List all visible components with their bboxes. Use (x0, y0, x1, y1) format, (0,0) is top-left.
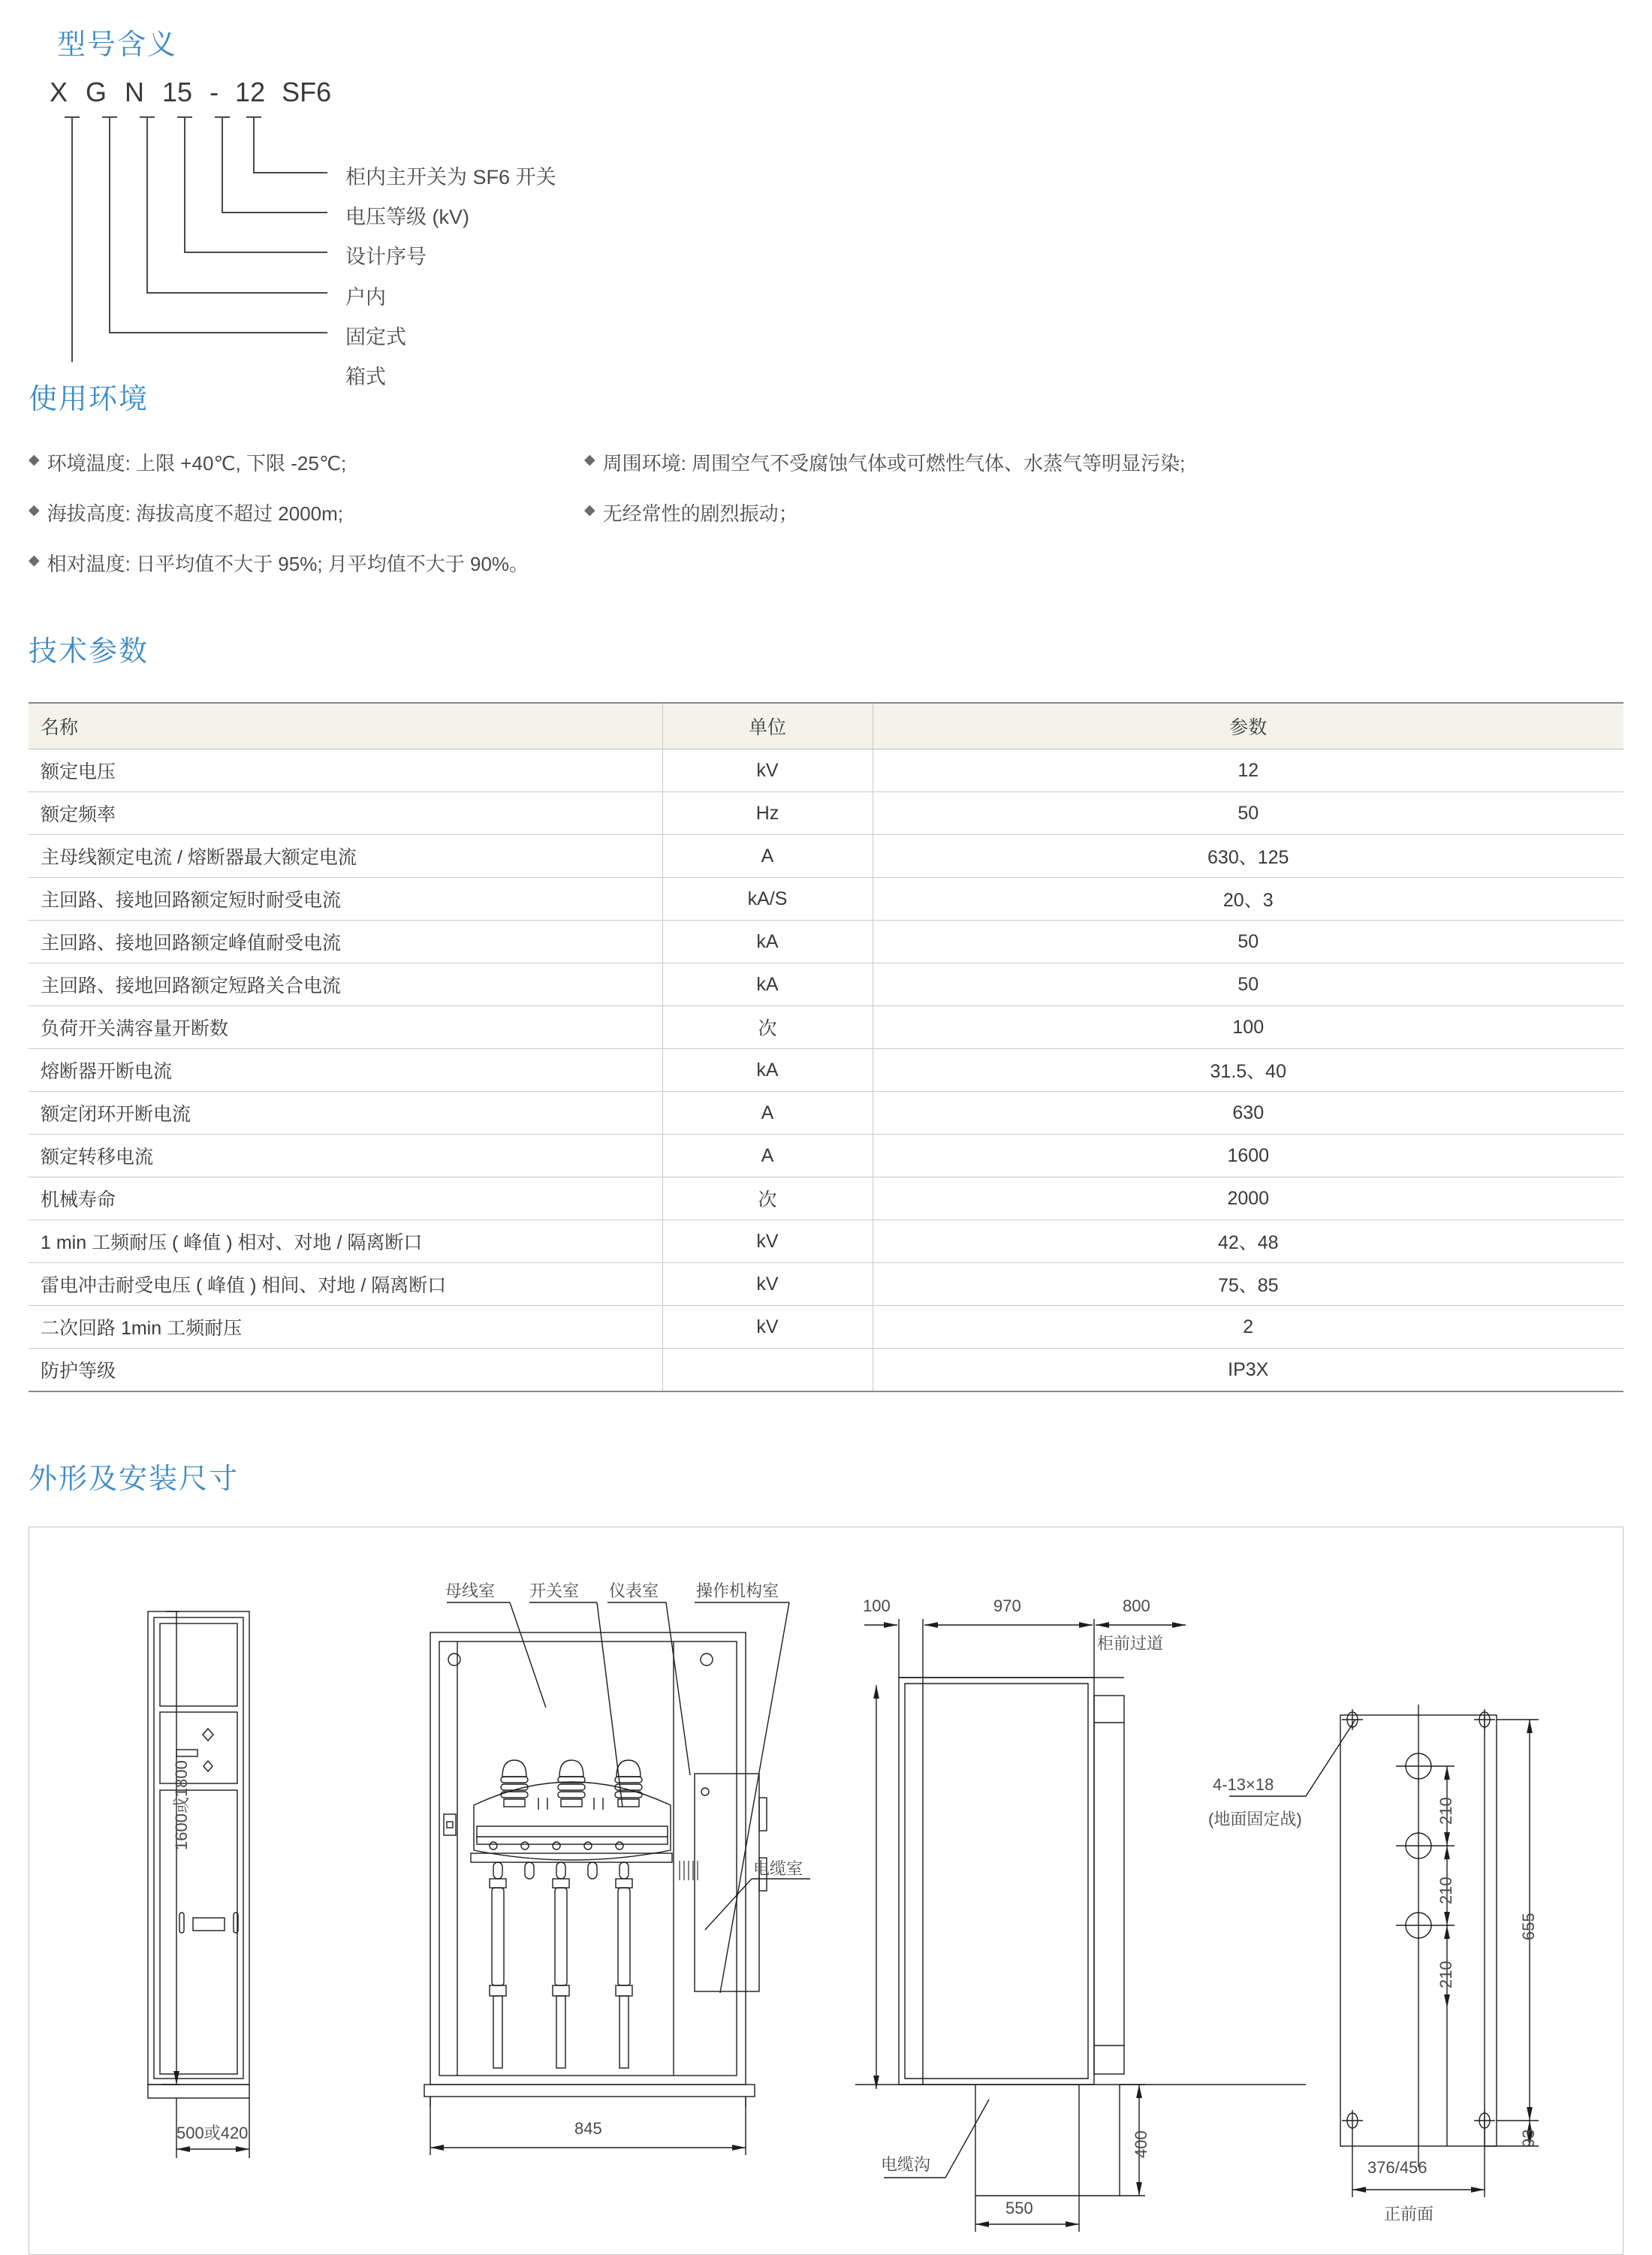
front-elevation (148, 1611, 249, 2098)
dim-plan-655: 655 (1519, 1913, 1538, 1940)
label-cable-trench: 电缆沟 (881, 2155, 931, 2174)
cell-value: 50 (873, 921, 1623, 963)
env-item-label: 相对温度: 日平均值不大于 95%; 月平均值不大于 90%。 (47, 553, 529, 575)
cell-unit: A (662, 1135, 873, 1177)
env-item-label: 海拔高度: 海拔高度不超过 2000m; (47, 502, 344, 525)
dim-plan-376-456: 376/456 (1367, 2158, 1427, 2177)
column-header-name: 名称 (29, 703, 662, 749)
cell-name: 负荷开关满容量开断数 (29, 1006, 662, 1049)
usage-environment-section (29, 375, 1623, 577)
diamond-bullet-icon: ◆ (29, 452, 40, 468)
cell-value: 12 (873, 749, 1623, 792)
code-part-x: X (49, 77, 68, 107)
code-part-dash: - (210, 77, 219, 107)
table-row (29, 1006, 1623, 1049)
cell-unit: A (662, 835, 873, 878)
diamond-bullet-icon: ◆ (29, 553, 40, 568)
dim-hole-spec: 4-13×18 (1213, 1775, 1274, 1794)
table-row (29, 1049, 1623, 1092)
dim-plan-210-c: 210 (1436, 1961, 1455, 1988)
technical-parameters-section (29, 628, 1623, 1392)
dim-trench-550: 550 (1005, 2199, 1033, 2217)
label-busbar-room: 母线室 (445, 1581, 496, 1600)
cell-value: 31.5、40 (873, 1049, 1623, 1092)
model-designation-section (29, 0, 1623, 388)
cell-value: 2000 (873, 1177, 1623, 1220)
diamond-bullet-icon: ◆ (584, 452, 595, 468)
table-row (29, 749, 1623, 792)
cell-value: 2 (873, 1306, 1623, 1349)
code-part-sf6: SF6 (282, 77, 332, 107)
env-item-label: 周围环境: 周围空气不受腐蚀气体或可燃性气体、水蒸气等明显污染; (602, 452, 1186, 475)
side-view (855, 1678, 1306, 2196)
environment-list (29, 448, 1623, 577)
plan-view (1340, 1705, 1497, 2167)
model-designation-diagram (29, 77, 1623, 388)
table-row (29, 1135, 1623, 1177)
cell-name: 二次回路 1min 工频耐压 (29, 1306, 662, 1349)
diamond-bullet-icon: ◆ (29, 502, 40, 518)
label-instrument-room: 仪表室 (609, 1581, 659, 1600)
cell-name: 主回路、接地回路额定短时耐受电流 (29, 878, 662, 921)
label-switch-room: 开关室 (529, 1581, 580, 1600)
dim-plan-93: 93 (1519, 2129, 1538, 2148)
cell-name: 机械寿命 (29, 1177, 662, 1220)
cell-unit: kV (662, 1220, 873, 1263)
cell-value: IP3X (873, 1349, 1623, 1392)
cell-unit: 次 (662, 1006, 873, 1049)
table-row (29, 1177, 1623, 1220)
table-row (29, 1349, 1623, 1392)
dim-trench-400: 400 (1132, 2130, 1150, 2158)
dim-section-width: 845 (574, 2119, 602, 2138)
callout-design-serial: 设计序号 (345, 246, 427, 268)
env-item-label: 无经常性的剧烈振动； (602, 502, 798, 525)
dim-side-800: 800 (1123, 1596, 1150, 1615)
cell-unit: A (662, 1092, 873, 1135)
table-header-row (29, 703, 1623, 749)
label-operating-mechanism-room: 操作机构室 (696, 1581, 779, 1600)
dim-plan-210-a: 210 (1436, 1797, 1455, 1825)
code-part-12: 12 (235, 77, 266, 107)
code-part-n: N (125, 77, 145, 107)
section-title-model: 型号含义 (57, 29, 178, 61)
cell-unit (662, 1349, 873, 1392)
cell-unit: kV (662, 749, 873, 792)
cell-value: 50 (873, 963, 1623, 1006)
cell-name: 防护等级 (29, 1349, 662, 1392)
label-cable-room: 电缆室 (753, 1859, 803, 1878)
cell-value: 20、3 (873, 878, 1623, 921)
cell-value: 630、125 (873, 835, 1623, 878)
cell-unit: kA (662, 1049, 873, 1092)
callout-indoor: 户内 (345, 286, 386, 309)
callout-voltage-class: 电压等级 (kV) (345, 206, 469, 228)
cell-name: 主回路、接地回路额定短路关合电流 (29, 963, 662, 1006)
spec-table-body (29, 749, 1623, 1392)
cell-unit: kA/S (662, 878, 873, 921)
cell-name: 1 min 工频耐压 ( 峰值 ) 相对、对地 / 隔离断口 (29, 1220, 662, 1263)
table-row (29, 792, 1623, 835)
cell-name: 熔断器开断电流 (29, 1049, 662, 1092)
cell-value: 42、48 (873, 1220, 1623, 1263)
table-row (29, 963, 1623, 1006)
table-row (29, 921, 1623, 963)
cell-name: 额定转移电流 (29, 1135, 662, 1177)
cell-value: 75、85 (873, 1263, 1623, 1306)
code-part-g: G (86, 77, 107, 107)
code-part-15: 15 (162, 77, 193, 107)
cell-unit: kA (662, 963, 873, 1006)
cell-name: 主回路、接地回路额定峰值耐受电流 (29, 921, 662, 963)
cell-name: 额定电压 (29, 749, 662, 792)
table-row (29, 1263, 1623, 1306)
table-row (29, 835, 1623, 878)
env-item-label: 环境温度: 上限 +40℃, 下限 -25℃; (47, 452, 347, 475)
cell-value: 100 (873, 1006, 1623, 1049)
cell-name: 额定频率 (29, 792, 662, 835)
spec-table (29, 702, 1623, 1392)
dim-front-height: 1600或1800 (172, 1760, 191, 1850)
cell-value: 50 (873, 792, 1623, 835)
dimension-drawing-frame (29, 1527, 1623, 2255)
cell-name: 主母线额定电流 / 熔断器最大额定电流 (29, 835, 662, 878)
spec-table-header (29, 703, 1623, 749)
dim-side-100: 100 (863, 1596, 891, 1615)
callout-sf6-switch: 柜内主开关为 SF6 开关 (345, 166, 556, 188)
outline-dimensions-section (29, 1455, 1623, 2255)
diamond-bullet-icon: ◆ (584, 502, 595, 518)
section-view (424, 1632, 767, 2107)
cell-name: 额定闭环开断电流 (29, 1092, 662, 1135)
section-title-environment: 使用环境 (29, 384, 149, 415)
label-front-face: 正前面 (1384, 2205, 1434, 2223)
env-item-temperature (29, 448, 584, 476)
column-header-unit: 单位 (662, 703, 873, 749)
table-row (29, 1092, 1623, 1135)
cell-unit: kV (662, 1263, 873, 1306)
cell-unit: Hz (662, 792, 873, 835)
callout-fixed-type: 固定式 (345, 326, 406, 348)
label-front-aisle: 柜前过道 (1097, 1634, 1164, 1653)
section-title-dimensions: 外形及安装尺寸 (29, 1464, 240, 1495)
label-ground-fixing-note: (地面固定战) (1208, 1810, 1302, 1828)
env-item-humidity (29, 549, 584, 577)
dim-plan-210-b: 210 (1436, 1877, 1455, 1904)
cell-unit: kA (662, 921, 873, 963)
cell-value: 1600 (873, 1135, 1623, 1177)
env-item-vibration (584, 499, 1623, 526)
table-row (29, 878, 1623, 921)
callout-box-type: 箱式 (345, 366, 386, 388)
table-row (29, 1306, 1623, 1349)
column-header-value: 参数 (873, 703, 1623, 749)
env-item-ambient (584, 448, 1623, 476)
dim-side-970: 970 (993, 1596, 1021, 1615)
cell-unit: 次 (662, 1177, 873, 1220)
cell-value: 630 (873, 1092, 1623, 1135)
dimension-drawings (29, 1527, 1623, 2254)
cell-name: 雷电冲击耐受电压 ( 峰值 ) 相间、对地 / 隔离断口 (29, 1263, 662, 1306)
table-row (29, 1220, 1623, 1263)
cell-unit: kV (662, 1306, 873, 1349)
dim-front-width: 500或420 (176, 2124, 249, 2142)
section-title-tech-params: 技术参数 (29, 636, 149, 668)
env-item-altitude (29, 499, 584, 526)
